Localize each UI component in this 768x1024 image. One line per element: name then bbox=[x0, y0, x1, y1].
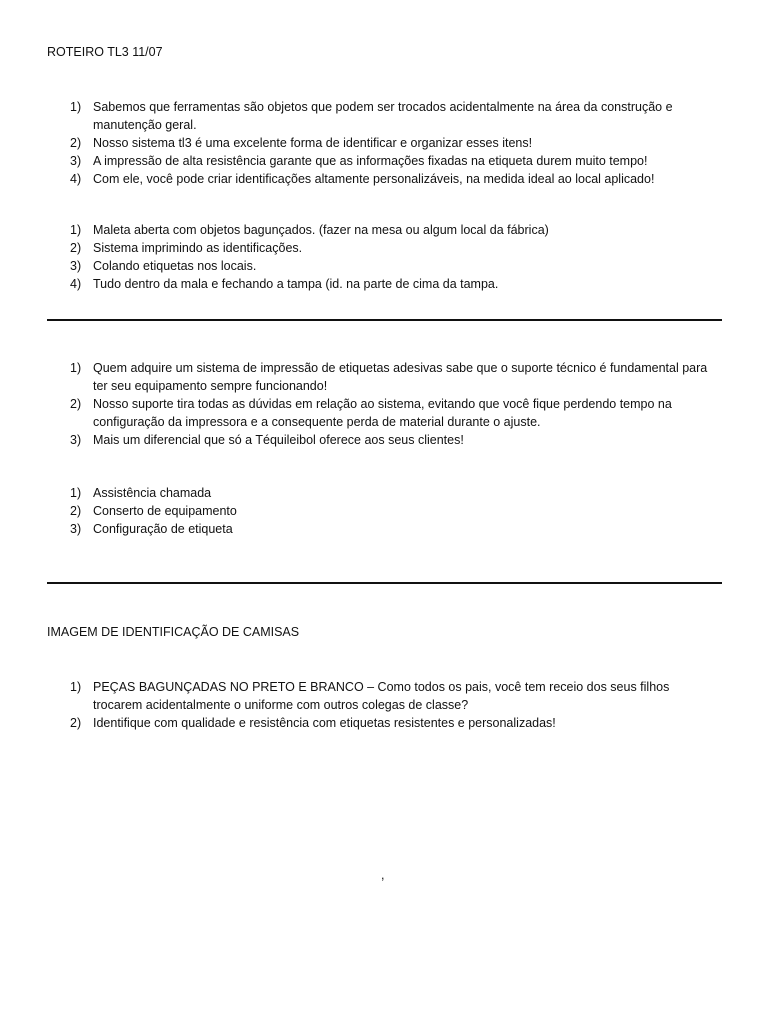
list-number: 1) bbox=[70, 361, 82, 375]
list-item bbox=[0, 520, 720, 538]
list-item bbox=[0, 502, 720, 520]
list-text: Configuração de etiqueta bbox=[93, 522, 233, 536]
list-number: 1) bbox=[70, 223, 82, 237]
list-number: 2) bbox=[70, 136, 82, 150]
list-text: Com ele, você pode criar identificações altamente personalizáveis, na medida ideal ao local aplicado! bbox=[93, 172, 655, 186]
section-divider bbox=[47, 582, 722, 584]
list-text: Maleta aberta com objetos bagunçados. (fazer na mesa ou algum local da fábrica) bbox=[93, 223, 549, 237]
list-item bbox=[0, 714, 720, 732]
list-item bbox=[0, 98, 720, 134]
list-number: 4) bbox=[70, 172, 82, 186]
list-text: Quem adquire um sistema de impressão de etiquetas adesivas sabe que o suporte técnico é fundamental para ter seu equipamento sempre funcionando! bbox=[93, 361, 708, 393]
section1-scene-list bbox=[0, 221, 720, 293]
list-text: Assistência chamada bbox=[93, 486, 212, 500]
list-item bbox=[0, 395, 720, 431]
section3-narration-list bbox=[0, 678, 720, 732]
section2-scene-list bbox=[0, 484, 720, 538]
list-item bbox=[0, 134, 720, 152]
list-text: Sabemos que ferramentas são objetos que podem ser trocados acidentalmente na área da construção e manutenção geral. bbox=[93, 100, 673, 132]
document-title: ROTEIRO TL3 11/07 bbox=[47, 45, 163, 59]
list-text: A impressão de alta resistência garante que as informações fixadas na etiqueta durem muito tempo! bbox=[93, 154, 648, 168]
list-text: Colando etiquetas nos locais. bbox=[93, 259, 257, 273]
stray-comma: , bbox=[381, 868, 385, 882]
list-text: Nosso suporte tira todas as dúvidas em relação ao sistema, evitando que você fique perdendo tempo na configuração da impressora e a consequente perda de material durante o ajuste. bbox=[93, 397, 672, 429]
list-number: 1) bbox=[70, 680, 82, 694]
list-number: 2) bbox=[70, 716, 82, 730]
list-text: PEÇAS BAGUNÇADAS NO PRETO E BRANCO – Como todos os pais, você tem receio dos seus filhos trocarem acidentalmente o uniforme com outros colegas de classe? bbox=[93, 680, 670, 712]
list-item bbox=[0, 152, 720, 170]
list-number: 3) bbox=[70, 522, 82, 536]
list-text: Tudo dentro da mala e fechando a tampa (id. na parte de cima da tampa. bbox=[93, 277, 499, 291]
section-heading: IMAGEM DE IDENTIFICAÇÃO DE CAMISAS bbox=[47, 625, 300, 639]
list-item bbox=[0, 221, 720, 239]
list-item bbox=[0, 257, 720, 275]
section2-narration-list bbox=[0, 359, 720, 449]
list-number: 3) bbox=[70, 154, 82, 168]
list-item bbox=[0, 431, 720, 449]
section1-narration-list bbox=[0, 98, 720, 188]
list-number: 2) bbox=[70, 241, 82, 255]
list-number: 1) bbox=[70, 100, 82, 114]
list-number: 3) bbox=[70, 259, 82, 273]
list-text: Sistema imprimindo as identificações. bbox=[93, 241, 303, 255]
list-number: 3) bbox=[70, 433, 82, 447]
list-number: 2) bbox=[70, 397, 82, 411]
list-number: 4) bbox=[70, 277, 82, 291]
list-text: Mais um diferencial que só a Téquileibol oferece aos seus clientes! bbox=[93, 433, 464, 447]
list-number: 1) bbox=[70, 486, 82, 500]
list-text: Nosso sistema tl3 é uma excelente forma de identificar e organizar esses itens! bbox=[93, 136, 533, 150]
list-item bbox=[0, 170, 720, 188]
list-item bbox=[0, 678, 720, 714]
list-item bbox=[0, 275, 720, 293]
list-item bbox=[0, 239, 720, 257]
section-divider bbox=[47, 319, 722, 321]
list-text: Conserto de equipamento bbox=[93, 504, 237, 518]
list-number: 2) bbox=[70, 504, 82, 518]
list-text: Identifique com qualidade e resistência com etiquetas resistentes e personalizadas! bbox=[93, 716, 556, 730]
list-item bbox=[0, 359, 720, 395]
list-item bbox=[0, 484, 720, 502]
